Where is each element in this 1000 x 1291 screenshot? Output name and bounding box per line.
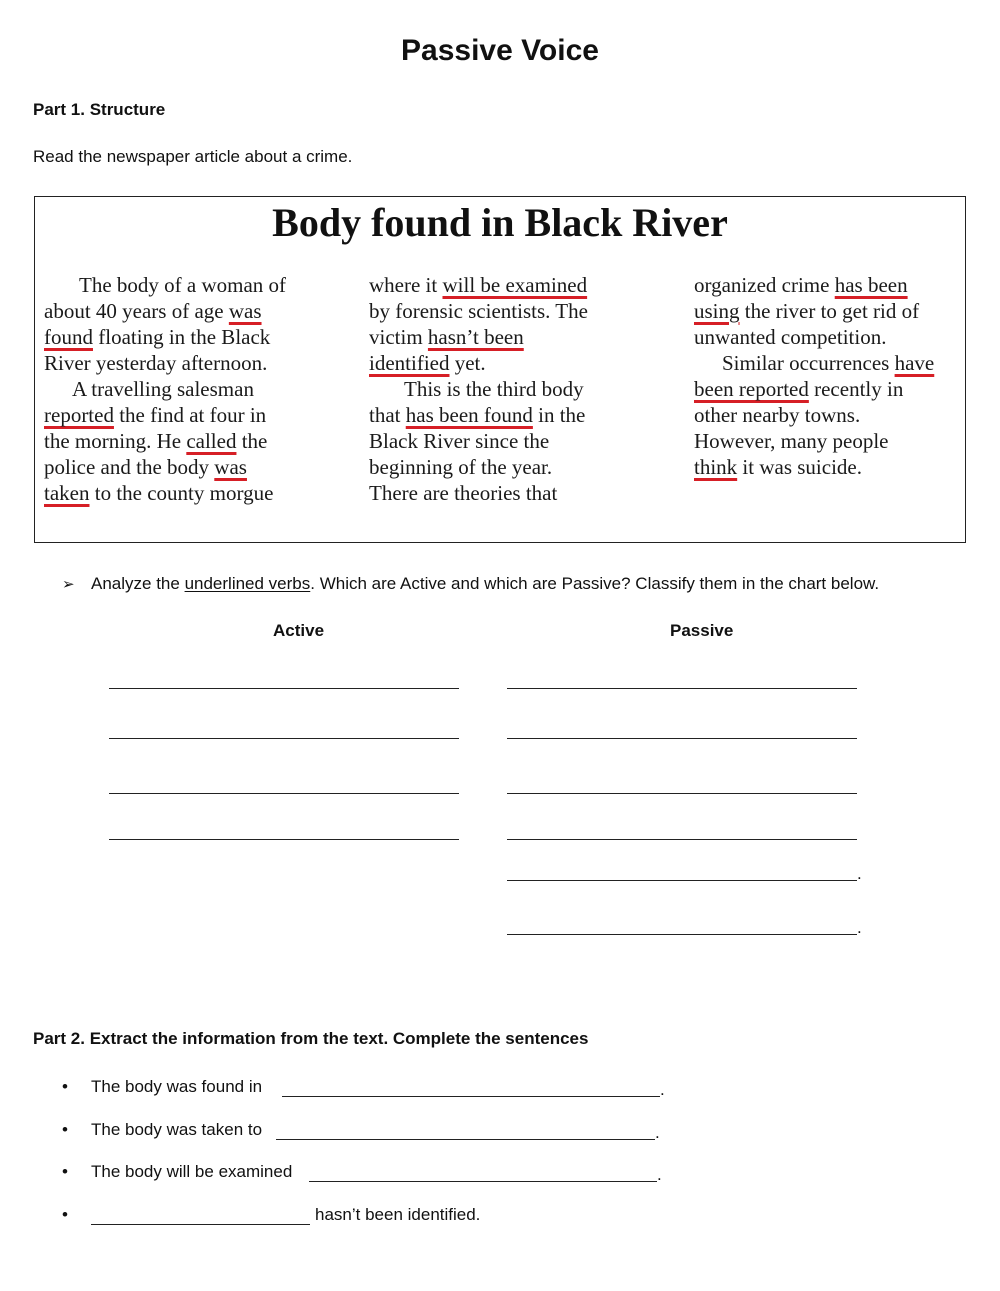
underlined-verb: been reported — [694, 377, 809, 401]
bullet-icon: • — [62, 1077, 68, 1096]
passive-answer-blank[interactable] — [507, 738, 857, 739]
article-text: There are theories that — [369, 481, 558, 505]
article-text: A travelling salesman — [72, 377, 254, 401]
page-title: Passive Voice — [401, 34, 599, 67]
article-text: organized crime — [694, 273, 835, 297]
analyze-text: Analyze the — [91, 574, 185, 593]
article-text: other nearby towns. — [694, 403, 861, 427]
underlined-verb: was — [214, 455, 247, 479]
underlined-verb: taken — [44, 481, 90, 505]
part2-heading: Part 2. Extract the information from the text. Complete the sentences — [33, 1029, 589, 1048]
article-text: it was suicide. — [737, 455, 862, 479]
underlined-verb: think — [694, 455, 738, 479]
underlined-verb: has been — [834, 273, 908, 297]
underlined-verb: using — [694, 299, 740, 323]
article-text: in the — [532, 403, 586, 427]
article-text: floating in the Black — [93, 325, 271, 349]
underlined-verb: found — [44, 325, 93, 349]
bullet-icon: • — [62, 1205, 68, 1224]
sentence-prompt: The body was taken to — [91, 1120, 263, 1139]
article-text: the — [236, 429, 268, 453]
article-text: unwanted competition. — [694, 325, 887, 349]
underlined-verb: have — [894, 351, 935, 375]
arrow-bullet-icon: ➢ — [62, 576, 75, 593]
sentence-answer-blank[interactable] — [309, 1181, 657, 1182]
active-answer-blank[interactable] — [109, 839, 459, 840]
article-text: Similar occurrences — [722, 351, 895, 375]
passive-answer-blank[interactable] — [507, 934, 857, 935]
underlined-verb: has been found — [405, 403, 533, 427]
article-text: yet. — [449, 351, 486, 375]
blank-period: . — [655, 1123, 660, 1142]
article-text: River yesterday afternoon. — [44, 351, 268, 375]
active-answer-blank[interactable] — [109, 738, 459, 739]
article-text: Black River since the — [369, 429, 550, 453]
article-text: the river to get rid of — [739, 299, 920, 323]
article-column-1 — [44, 272, 286, 506]
underlined-verb: identified — [369, 351, 450, 375]
part1-heading: Part 1. Structure — [33, 100, 166, 119]
sentence-answer-blank[interactable] — [91, 1224, 310, 1225]
sentence-prompt: The body will be examined — [91, 1162, 293, 1181]
article-text: beginning of the year. — [369, 455, 553, 479]
analyze-instruction — [91, 574, 879, 594]
article-column-3 — [694, 272, 934, 480]
underlined-verb: was — [228, 299, 262, 323]
article-text: where it — [369, 273, 443, 297]
passive-answer-blank[interactable] — [507, 688, 857, 689]
article-text: recently in — [808, 377, 904, 401]
blank-period: . — [657, 1165, 662, 1184]
article-text: by forensic scientists. The — [369, 299, 588, 323]
part1-instruction: Read the newspaper article about a crime. — [33, 147, 353, 166]
passive-answer-blank[interactable] — [507, 839, 857, 840]
underlined-verb: will be examined — [442, 273, 588, 297]
blank-period: . — [857, 864, 862, 883]
underlined-verb: called — [186, 429, 237, 453]
article-text: that — [369, 403, 406, 427]
sentence-prompt: hasn’t been identified. — [315, 1205, 481, 1224]
active-label: Active — [273, 621, 325, 640]
article-column-2 — [369, 272, 588, 506]
article-text: This is the third body — [404, 377, 584, 401]
article-text: the morning. He — [44, 429, 187, 453]
article-text: the find at four in — [113, 403, 267, 427]
passive-answer-blank[interactable] — [507, 880, 857, 881]
analyze-text: . Which are Active and which are Passive? Classify them in the chart below. — [310, 574, 880, 593]
analyze-underlined: underlined verbs — [184, 574, 311, 593]
bullet-icon: • — [62, 1120, 68, 1139]
article-text: victim — [369, 325, 428, 349]
sentence-prompt: The body was found in — [91, 1077, 263, 1096]
underlined-verb: hasn’t been — [427, 325, 524, 349]
article-headline: Body found in Black River — [272, 200, 728, 245]
passive-label: Passive — [670, 621, 734, 640]
article-text: police and the body — [44, 455, 215, 479]
article-text: However, many people — [694, 429, 889, 453]
passive-answer-blank[interactable] — [507, 793, 857, 794]
underlined-verb: reported — [44, 403, 114, 427]
active-answer-blank[interactable] — [109, 688, 459, 689]
article-text: about 40 years of age — [44, 299, 229, 323]
bullet-icon: • — [62, 1162, 68, 1181]
sentence-answer-blank[interactable] — [282, 1096, 660, 1097]
article-text: The body of a woman of — [79, 273, 287, 297]
article-text: to the county morgue — [89, 481, 274, 505]
blank-period: . — [857, 918, 862, 937]
sentence-answer-blank[interactable] — [276, 1139, 655, 1140]
blank-period: . — [660, 1080, 665, 1099]
active-answer-blank[interactable] — [109, 793, 459, 794]
